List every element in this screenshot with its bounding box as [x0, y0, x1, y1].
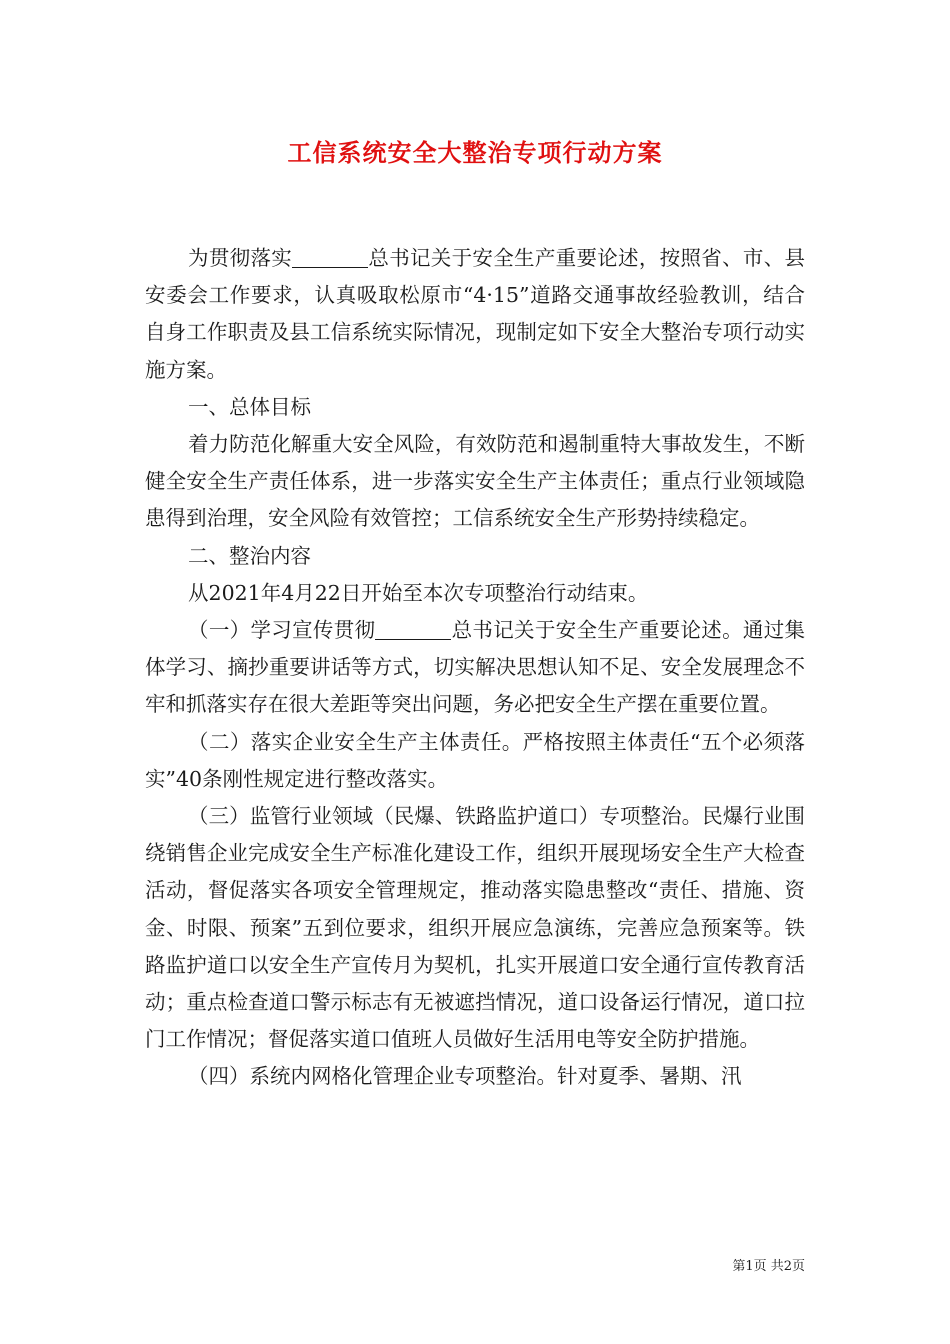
item-3-paragraph: （三）监管行业领域（民爆、铁路监护道口）专项整治。民爆行业围绕销售企业完成安全生产标准化建设工作，组织开展现场安全生产大检查活动，督促落实各项安全管理规定，推动落实隐患整改“责任、措施、资金、时限、预案”五到位要求，组织开展应急演练，完善应急预案等。铁路监护道口以安全生产宣传月为契机，扎实开展道口安全通行宣传教育活动；重点检查道口警示标志有无被遮挡情况，道口设备运行情况，道口拉门工作情况；督促落实道口值班人员做好生活用电等安全防护措施。 — [145, 804, 805, 1052]
intro-paragraph — [145, 240, 805, 389]
item-1-paragraph — [145, 612, 805, 724]
page-number: 第1页 共2页 — [732, 1259, 805, 1274]
blank-field — [375, 617, 451, 640]
section-1-paragraph: 着力防范化解重大安全风险，有效防范和遏制重特大事故发生，不断健全安全生产责任体系，进一步落实安全生产主体责任；重点行业领域隐患得到治理，安全风险有效管控；工信系统安全生产形势持续稳定。 — [145, 432, 805, 531]
item-4-paragraph: （四）系统内网格化管理企业专项整治。针对夏季、暑期、汛 — [188, 1064, 742, 1089]
document-title: 工信系统安全大整治专项行动方案 — [287, 138, 663, 167]
document-body — [145, 240, 805, 1096]
section-2-intro: 从2021年4月22日开始至本次专项整治行动结束。 — [188, 580, 649, 605]
blank-field — [292, 245, 368, 268]
item-1-text-end: 总书记关于安全生产重要论述。通过集体学习、摘抄重要讲话等方式，切实解决思想认知不足、安全发展理念不牢和抓落实存在很大差距等突出问题，务必把安全生产摆在重要位置。 — [145, 618, 806, 717]
intro-text-start: 为贯彻落实 — [188, 246, 293, 270]
section-1-heading: 一、总体目标 — [188, 394, 312, 419]
section-2-heading: 二、整治内容 — [188, 543, 312, 568]
item-2-paragraph: （二）落实企业安全生产主体责任。严格按照主体责任“五个必须落实”40条刚性规定进行整改落实。 — [145, 729, 805, 791]
intro-text-end: 总书记关于安全生产重要论述，按照省、市、县安委会工作要求，认真吸取松原市“4·15”道路交通事故经验教训，结合自身工作职责及县工信系统实际情况，现制定如下安全大整治专项行动实施方案。 — [145, 246, 806, 382]
item-1-text-start: （一）学习宣传贯彻 — [188, 618, 376, 643]
